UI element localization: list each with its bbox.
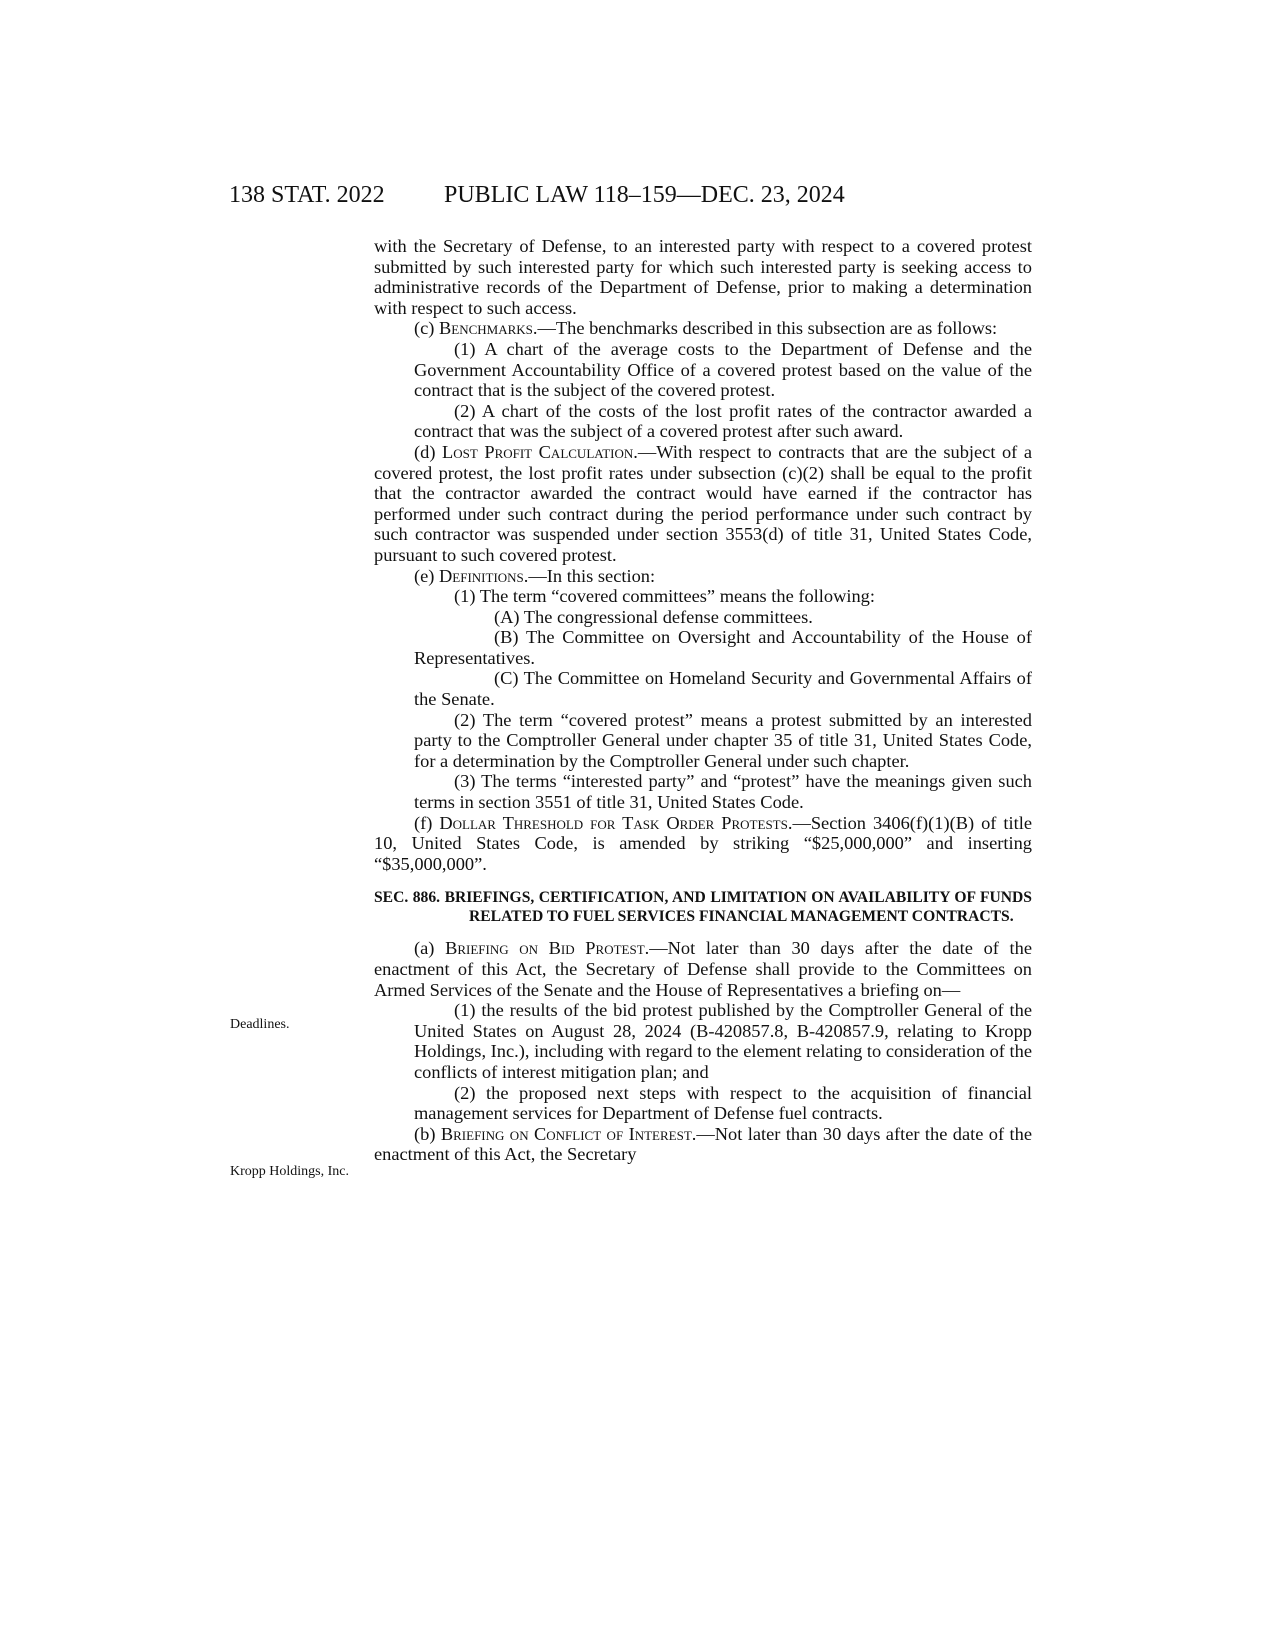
section-heading: SEC. 886. BRIEFINGS, CERTIFICATION, AND LIMITATION ON AVAILABILITY OF FUNDS RELATED TO FUEL SERVICES FINANCIAL MANAGEMENT CONTRACTS. [374, 889, 1032, 926]
subsection-e-text: .—In this section: [523, 565, 656, 586]
page-header [0, 182, 1275, 222]
public-law-title: PUBLIC LAW 118–159—DEC. 23, 2024 [444, 182, 845, 208]
paragraph-c2: (2) A chart of the costs of the lost profit rates of the contractor awarded a contract that was the subject of a covered protest after such award. [414, 400, 1032, 442]
subsection-f [374, 813, 1032, 875]
subsection-d [374, 442, 1032, 566]
subsection-c-heading: Benchmarks [439, 318, 533, 339]
subsection-a-heading: Briefing on Bid Protest [445, 938, 645, 959]
paragraph-intro: with the Secretary of Defense, to an interested party with respect to a covered protest submitted by such interested party for which such interested party is seeking access to administrative records of the Department of Defense, prior to making a determination with respect to such access. [374, 236, 1032, 318]
margin-note-kropp: Kropp Holdings, Inc. [230, 1164, 349, 1179]
statute-page-number: 138 STAT. 2022 [229, 182, 385, 208]
paragraph-a2: (2) the proposed next steps with respect to the acquisition of financial management services for Department of Defense fuel contracts. [414, 1082, 1032, 1124]
subsection-c-label: (c) [414, 318, 440, 339]
subsection-a-text: .—Not later than 30 days after the date of the enactment of this Act, the Secretary of Defense shall provide to the Committees on Armed Services of the Senate and the House of Representatives a briefing on— [374, 938, 1033, 1000]
paragraph-e1: (1) The term “covered committees” means the following: [454, 586, 875, 607]
subsection-c [374, 318, 1032, 339]
subsection-d-label: (d) [414, 441, 442, 462]
subparagraph-e1a: (A) The congressional defense committees. [494, 606, 813, 627]
subsection-a-label: (a) [414, 938, 446, 959]
main-text [374, 236, 1032, 1165]
subsection-b-label: (b) [414, 1123, 441, 1144]
paragraph-e2: (2) The term “covered protest” means a protest submitted by an interested party to the Comptroller General under chapter 35 of title 31, United States Code, for a determination by the Comptroller General under such chapter. [414, 709, 1032, 771]
subsection-f-text: .—Section 3406(f)(1)(B) of title 10, United States Code, is amended by striking “$25,000,000” and inserting “$35,000,000”. [374, 812, 1032, 874]
subsection-e [374, 566, 1032, 587]
paragraph-e3: (3) The terms “interested party” and “protest” have the meanings given such terms in section 3551 of title 31, United States Code. [414, 771, 1032, 813]
margin-note-deadlines: Deadlines. [230, 1017, 290, 1032]
subsection-d-heading: Lost Profit Calculation [442, 441, 634, 462]
subsection-f-heading: Dollar Threshold for Task Order Protests [439, 812, 788, 833]
subsection-b-text: .—Not later than 30 days after the date of the enactment of this Act, the Secretary [374, 1123, 1033, 1165]
subsection-a [374, 938, 1032, 1000]
subsection-c-text: .—The benchmarks described in this subsection are as follows: [532, 318, 998, 339]
subparagraph-e1b: (B) The Committee on Oversight and Accountability of the House of Representatives. [414, 627, 1032, 668]
subsection-b [374, 1124, 1032, 1165]
subsection-e-label: (e) [414, 565, 440, 586]
subparagraph-e1c: (C) The Committee on Homeland Security and Governmental Affairs of the Senate. [414, 668, 1032, 710]
subsection-f-label: (f) [414, 812, 440, 833]
subsection-e-heading: Definitions [439, 565, 524, 586]
subsection-b-heading: Briefing on Conflict of Interest [440, 1123, 692, 1144]
subsection-d-text: .—With respect to contracts that are the subject of a covered protest, the lost profit rates under subsection (c)(2) shall be equal to the profit that the contractor awarded the contract would have earned if the contractor has performed under such contract during the period performance under such contract by such contractor was suspended under section 3553(d) of title 31, United States Code, pursuant to such covered protest. [374, 441, 1033, 565]
paragraph-c1: (1) A chart of the average costs to the Department of Defense and the Government Accountability Office of a covered protest based on the value of the contract that is the subject of the covered protest. [414, 338, 1032, 401]
paragraph-a1: (1) the results of the bid protest published by the Comptroller General of the United States on August 28, 2024 (B-420857.8, B-420857.9, relating to Kropp Holdings, Inc.), including with regard to the element relating to consideration of the conflicts of interest mitigation plan; and [414, 1000, 1032, 1082]
